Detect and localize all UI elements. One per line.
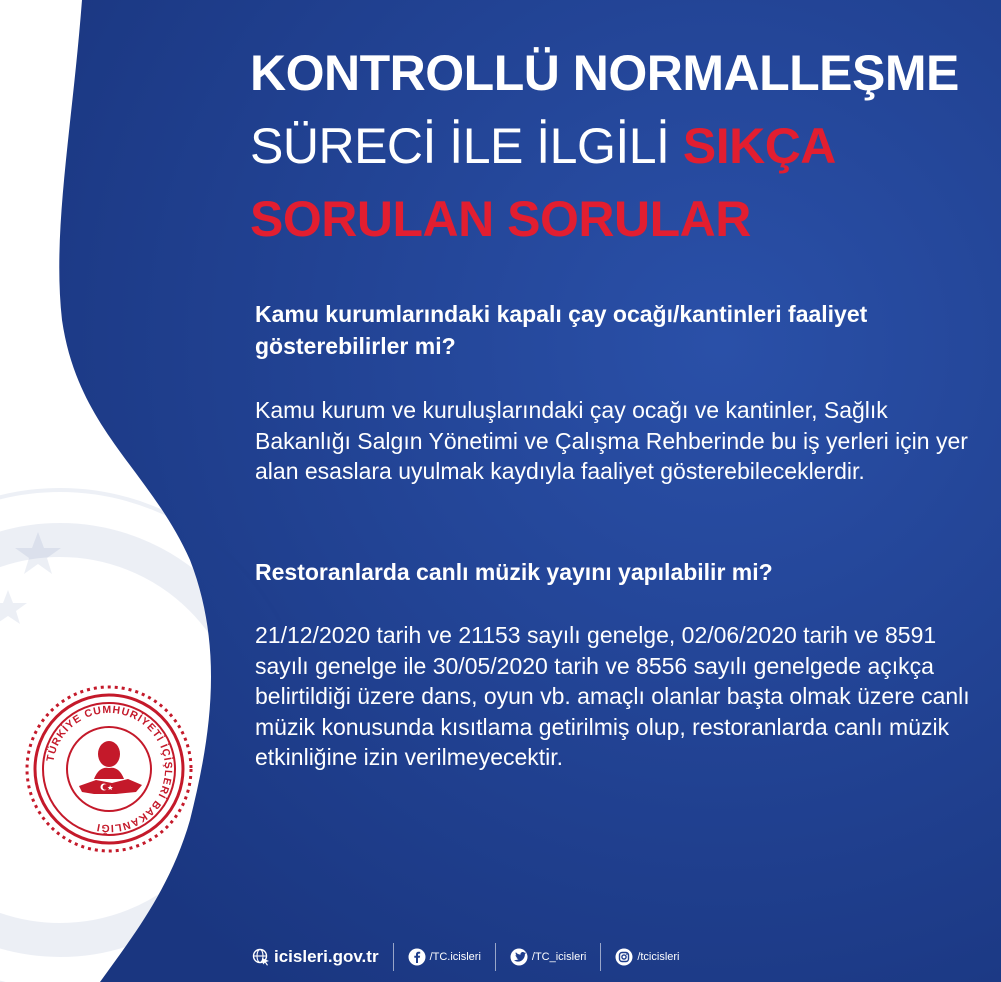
footer-divider	[495, 943, 496, 971]
svg-text:TÜRKİYE CUMHURİYETİ İÇİŞLERİ B: TÜRKİYE CUMHURİYETİ İÇİŞLERİ BAKANLIĞI	[44, 703, 175, 835]
footer-instagram[interactable]	[615, 948, 679, 966]
globe-cursor-icon	[252, 948, 270, 966]
faq-answer-1: Kamu kurum ve kuruluşlarındaki çay ocağı ve kantinler, Sağlık Bakanlığı Salgın Yönetimi ve Çalışma Rehberinde bu iş yerleri için yer alan esaslara uyulmak kaydıyla faaliyet gösterebileceklerdir.	[255, 397, 968, 484]
footer-twitter-label: /TC_icisleri	[531, 951, 587, 963]
footer-website-label: icisleri.gov.tr	[274, 947, 379, 966]
instagram-icon	[615, 948, 633, 966]
footer-bar	[252, 942, 679, 972]
title-line-3: SORULAN SORULAR	[250, 191, 751, 247]
footer-website[interactable]	[252, 947, 379, 967]
footer-facebook[interactable]	[408, 948, 481, 966]
title-line-2	[250, 117, 836, 175]
title-line-2-white: SÜRECİ İLE İLGİLİ	[250, 118, 670, 174]
footer-divider	[600, 943, 601, 971]
footer-divider	[393, 943, 394, 971]
facebook-icon	[408, 948, 426, 966]
footer-twitter[interactable]	[510, 948, 586, 966]
faq-question-2: Restoranlarda canlı müzik yayını yapılabilir mi?	[255, 559, 773, 585]
faq-question-1: Kamu kurumlarındaki kapalı çay ocağı/kantinleri faaliyet gösterebilirler mi?	[255, 301, 868, 359]
title-line-2-red: SIKÇA	[682, 118, 836, 174]
faq-answer-2: 21/12/2020 tarih ve 21153 sayılı genelge, 02/06/2020 tarih ve 8591 sayılı genelge ile 30/05/2020 tarih ve 8556 sayılı genelgede açıkça belirtildiği üzere dans, oyun vb. amaçlı olanlar başta olmak üzere canlı müzik konusunda kısıtlama getirilmiş olup, restoranlarda canlı müzik etkinliğine izin verilmeyecektir.	[255, 622, 970, 770]
footer-facebook-label: /TC.icisleri	[429, 951, 481, 963]
twitter-icon	[510, 948, 528, 966]
title-line-1: KONTROLLÜ NORMALLEŞME	[250, 45, 959, 101]
footer-instagram-label: /tcicisleri	[637, 951, 680, 963]
